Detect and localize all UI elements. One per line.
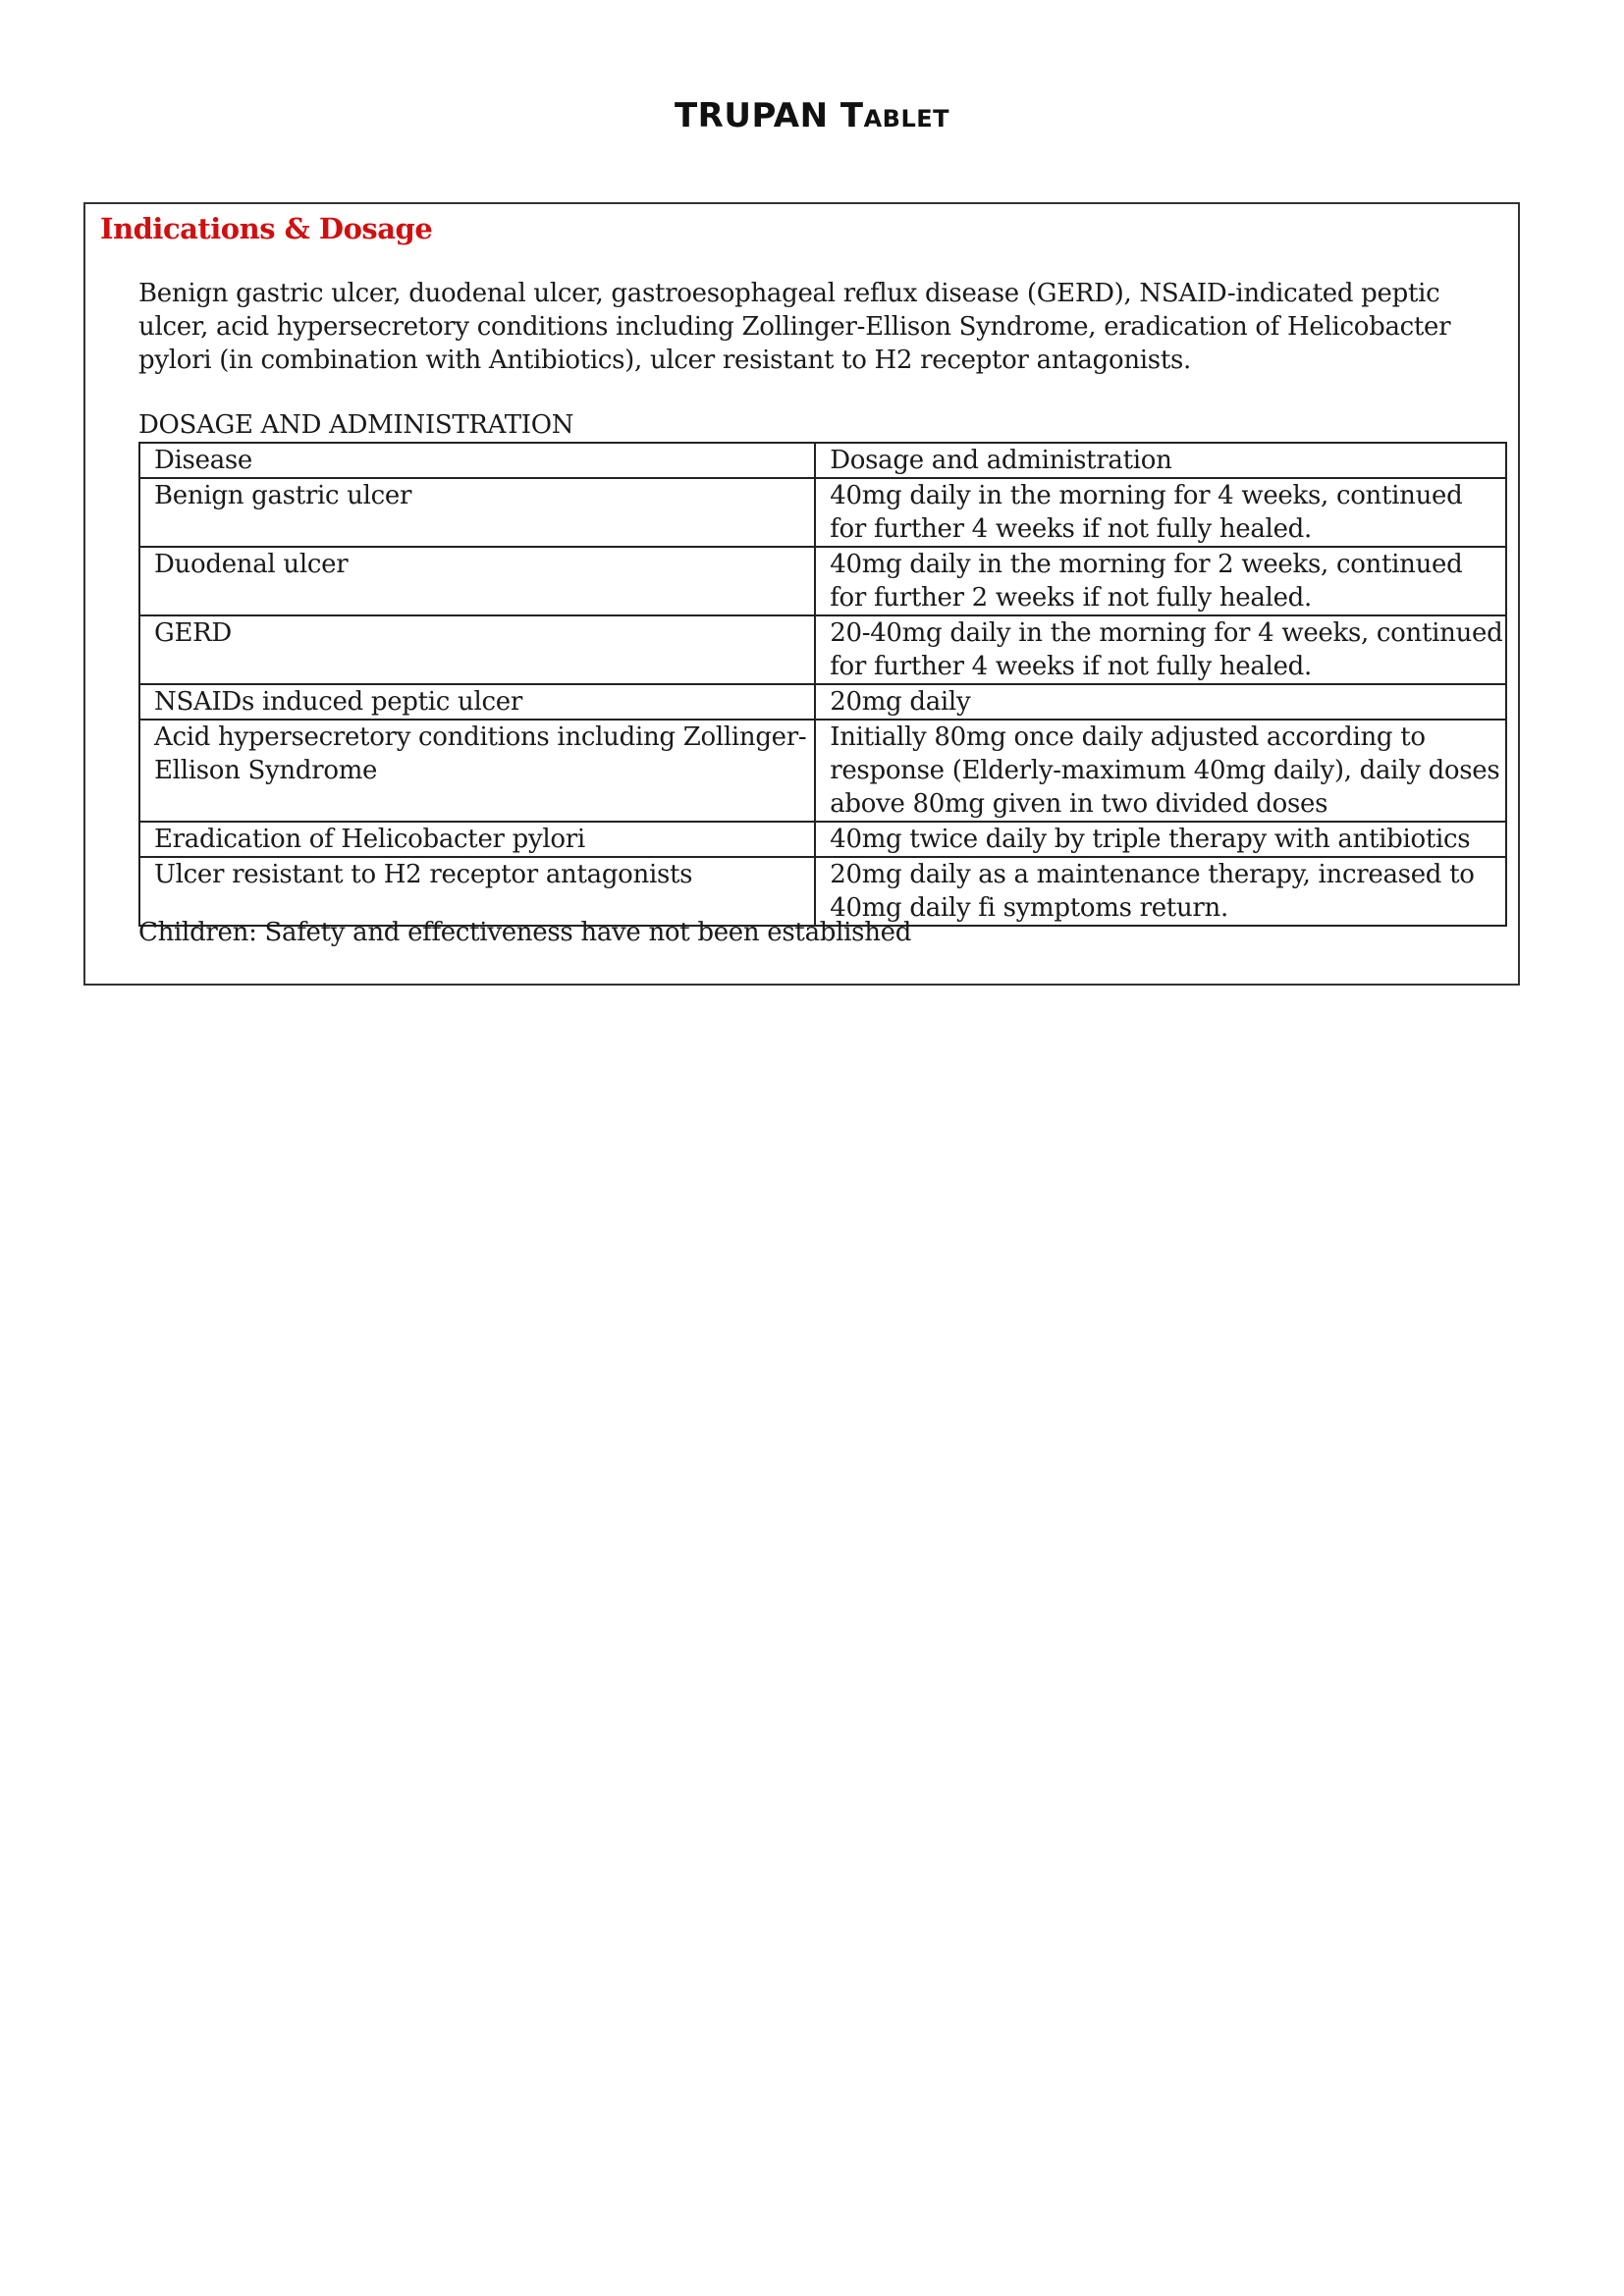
document-title-sub: Tablet — [839, 96, 950, 135]
indications-dosage-section — [83, 202, 1520, 986]
table-cell-disease: Duodenal ulcer — [139, 547, 815, 615]
table-row — [139, 547, 1506, 615]
table-cell-disease: NSAIDs induced peptic ulcer — [139, 684, 815, 720]
table-header-row — [139, 443, 1506, 478]
children-footnote: Children: Safety and effectiveness have not been established — [138, 918, 912, 947]
table-cell-disease: Acid hypersecretory conditions including Zollinger-Ellison Syndrome — [139, 720, 815, 822]
table-header-dosage: Dosage and administration — [815, 443, 1506, 478]
table-row — [139, 720, 1506, 822]
table-cell-dosage: 40mg twice daily by triple therapy with antibiotics — [815, 822, 1506, 857]
table-row — [139, 822, 1506, 857]
table-row — [139, 615, 1506, 684]
document-title-main: TRUPAN — [674, 96, 829, 135]
table-cell-dosage: 20-40mg daily in the morning for 4 weeks, continued for further 4 weeks if not fully healed. — [815, 615, 1506, 684]
table-cell-dosage: 20mg daily as a maintenance therapy, increased to 40mg daily fi symptoms return. — [815, 857, 1506, 926]
dosage-label: DOSAGE AND ADMINISTRATION — [138, 410, 574, 440]
table-header-disease: Disease — [139, 443, 815, 478]
table-cell-dosage: 20mg daily — [815, 684, 1506, 720]
table-cell-disease: Benign gastric ulcer — [139, 478, 815, 547]
dosage-table — [138, 442, 1507, 927]
section-heading: Indications & Dosage — [100, 212, 433, 245]
table-row — [139, 478, 1506, 547]
table-cell-disease: Ulcer resistant to H2 receptor antagonists — [139, 857, 815, 926]
table-cell-disease: Eradication of Helicobacter pylori — [139, 822, 815, 857]
indications-paragraph: Benign gastric ulcer, duodenal ulcer, gastroesophageal reflux disease (GERD), NSAID-indicated peptic ulcer, acid hypersecretory conditions including Zollinger-Ellison Syndrome, eradication of Helicobacter pylori (in combination with Antibiotics), ulcer resistant to H2 receptor antagonists. — [138, 279, 1451, 375]
table-cell-disease: GERD — [139, 615, 815, 684]
table-cell-dosage: 40mg daily in the morning for 4 weeks, continued for further 4 weeks if not fully healed. — [815, 478, 1506, 547]
table-cell-dosage: 40mg daily in the morning for 2 weeks, continued for further 2 weeks if not fully healed. — [815, 547, 1506, 615]
document-title — [0, 96, 1624, 135]
table-cell-dosage: Initially 80mg once daily adjusted according to response (Elderly-maximum 40mg daily), daily doses above 80mg given in two divided doses — [815, 720, 1506, 822]
table-row — [139, 684, 1506, 720]
